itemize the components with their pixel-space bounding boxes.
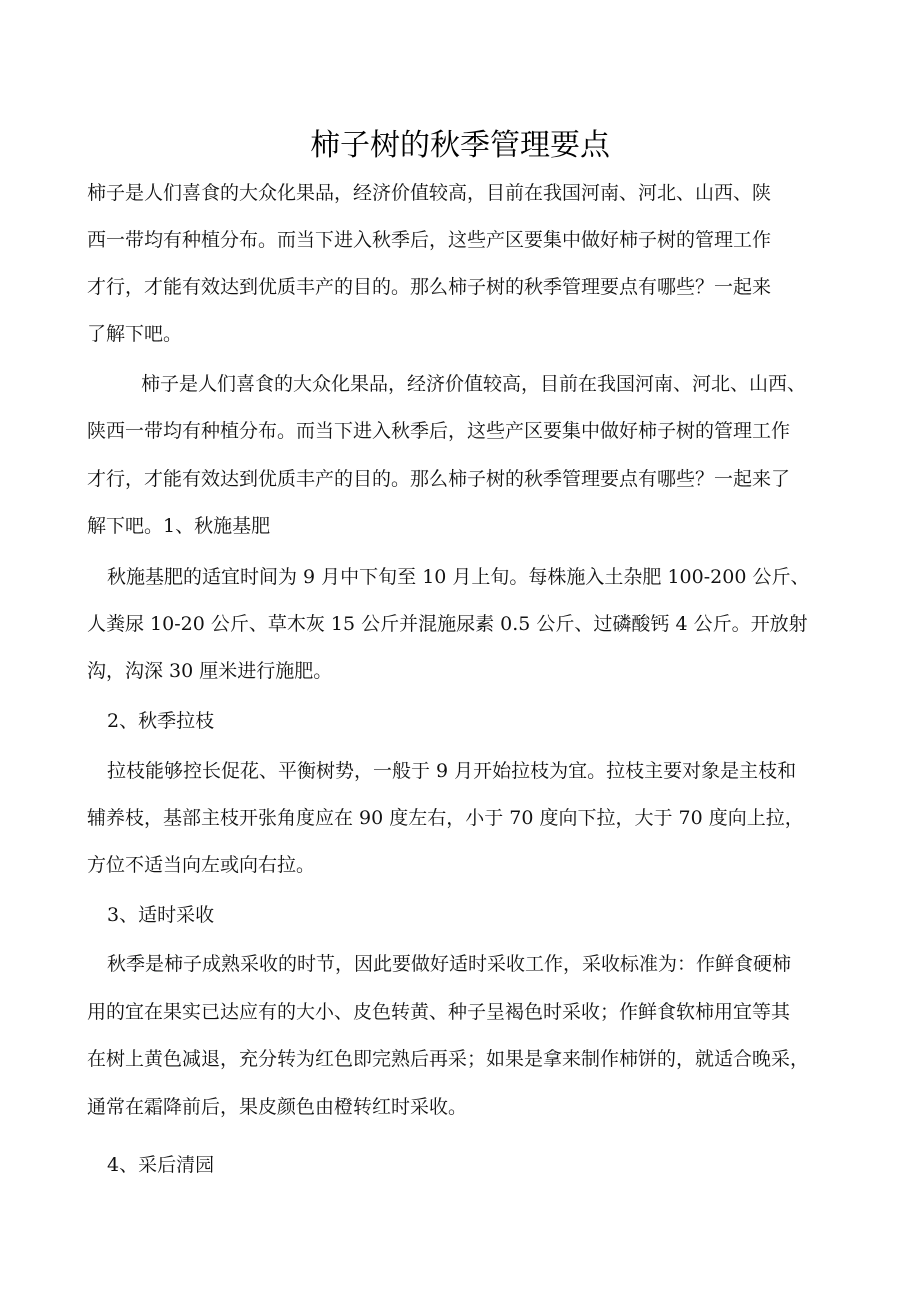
text-line: 秋季是柿子成熟采收的时节，因此要做好适时采收工作，采收标准为：作鲜食硬柿 xyxy=(107,953,792,975)
section-2-heading: 2、秋季拉枝 xyxy=(107,710,215,732)
text-line: 沟，沟深 30 厘米进行施肥。 xyxy=(87,660,333,682)
text-line: 了解下吧。 xyxy=(87,323,183,345)
text-line: 秋施基肥的适宜时间为 9 月中下旬至 10 月上旬。每株施入土杂肥 100-200 公斤、 xyxy=(107,566,810,588)
text-line: 柿子是人们喜食的大众化果品，经济价值较高，目前在我国河南、河北、山西、 xyxy=(141,373,807,395)
text-line: 拉枝能够控长促花、平衡树势，一般于 9 月开始拉枝为宜。拉枝主要对象是主枝和 xyxy=(107,760,797,782)
text-line: 人粪尿 10-20 公斤、草木灰 15 公斤并混施尿素 0.5 公斤、过磷酸钙 4 公斤。开放射 xyxy=(87,613,808,635)
text-line: 才行，才能有效达到优质丰产的目的。那么柿子树的秋季管理要点有哪些？一起来了 xyxy=(87,468,791,490)
text-line: 才行，才能有效达到优质丰产的目的。那么柿子树的秋季管理要点有哪些？一起来 xyxy=(87,276,772,298)
section-3-heading: 3、适时采收 xyxy=(107,904,215,926)
text-line: 辅养枝，基部主枝开张角度应在 90 度左右，小于 70 度向下拉，大于 70 度向上拉， xyxy=(87,807,804,829)
text-line: 西一带均有种植分布。而当下进入秋季后，这些产区要集中做好柿子树的管理工作 xyxy=(87,229,772,251)
text-line: 在树上黄色减退，充分转为红色即完熟后再采；如果是拿来制作柿饼的，就适合晚采， xyxy=(87,1048,810,1070)
text-line: 方位不适当向左或向右拉。 xyxy=(87,854,316,876)
text-line: 陕西一带均有种植分布。而当下进入秋季后，这些产区要集中做好柿子树的管理工作 xyxy=(87,420,791,442)
section-4-heading: 4、采后清园 xyxy=(107,1154,215,1176)
text-line: 柿子是人们喜食的大众化果品，经济价值较高，目前在我国河南、河北、山西、陕 xyxy=(87,182,772,204)
text-line: 用的宜在果实已达应有的大小、皮色转黄、种子呈褐色时采收；作鲜食软柿用宜等其 xyxy=(87,1001,791,1023)
page-title: 柿子树的秋季管理要点 xyxy=(310,128,610,163)
text-line: 解下吧。1、秋施基肥 xyxy=(87,515,271,537)
text-line: 通常在霜降前后，果皮颜色由橙转红时采收。 xyxy=(87,1096,468,1118)
